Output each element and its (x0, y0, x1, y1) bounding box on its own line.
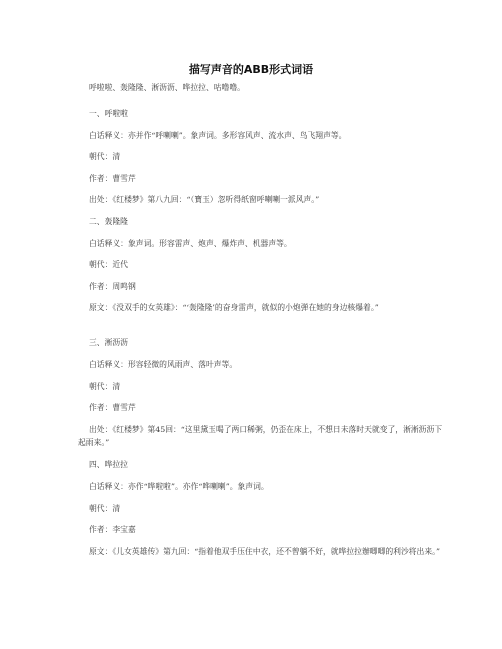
intro-text: 呼啦啦、轰隆隆、淅沥沥、哗拉拉、咕噜噜。 (89, 83, 245, 92)
section-source: 出处：《红楼梦》第八九回：“（寶玉）忽听得纸窗呼喇喇一派风声。” (89, 195, 320, 204)
section-meaning: 白话释义：亦作“哗啦啦”。亦作“哗喇喇”。象声词。 (89, 482, 269, 491)
section-source: 原文：《没双手的女英雄》：“‘轰隆隆’的奋身雷声，就似的小炮弹在她的身边核爆着。” (89, 303, 379, 312)
section-meaning: 白话释义：亦并作“呼喇喇”。象声词。多形容风声、流水声、鸟飞翔声等。 (89, 131, 347, 140)
section-heading: 二、轰隆隆 (89, 217, 128, 226)
section-dynasty: 朝代：清 (89, 152, 121, 161)
section-heading: 三、淅沥沥 (89, 338, 128, 347)
section-dynasty: 朝代：清 (89, 504, 121, 513)
section-author: 作者：周鸣钢 (89, 282, 136, 291)
section-author: 作者：曹雪芹 (89, 174, 136, 183)
section-heading: 一、呼啦啦 (89, 109, 128, 118)
section-meaning: 白话释义：形容轻微的风雨声、落叶声等。 (89, 360, 238, 369)
section-source: 出处：《红楼梦》第45回：“这里黛玉喝了两口稀粥，仍歪在床上，不想日未落时天就变了，淅淅沥沥下起雨来。” (78, 425, 443, 447)
page-title: 描写声音的ABB形式词语 (188, 63, 314, 76)
section-meaning: 白话释义：象声词。形容雷声、炮声、爆炸声、机器声等。 (89, 239, 292, 248)
section-dynasty: 朝代：近代 (89, 260, 128, 269)
section-heading: 四、哗拉拉 (89, 460, 128, 469)
section-source: 原文：《儿女英雄传》第九回：“指着他双手压住中衣，还不曾躺不好，就哗拉拉辦唧唧的利沙将出来。” (89, 547, 441, 556)
section-author: 作者：李宝嘉 (89, 525, 136, 534)
section-author: 作者：曹雪芹 (89, 403, 136, 412)
section-dynasty: 朝代：清 (89, 382, 121, 391)
